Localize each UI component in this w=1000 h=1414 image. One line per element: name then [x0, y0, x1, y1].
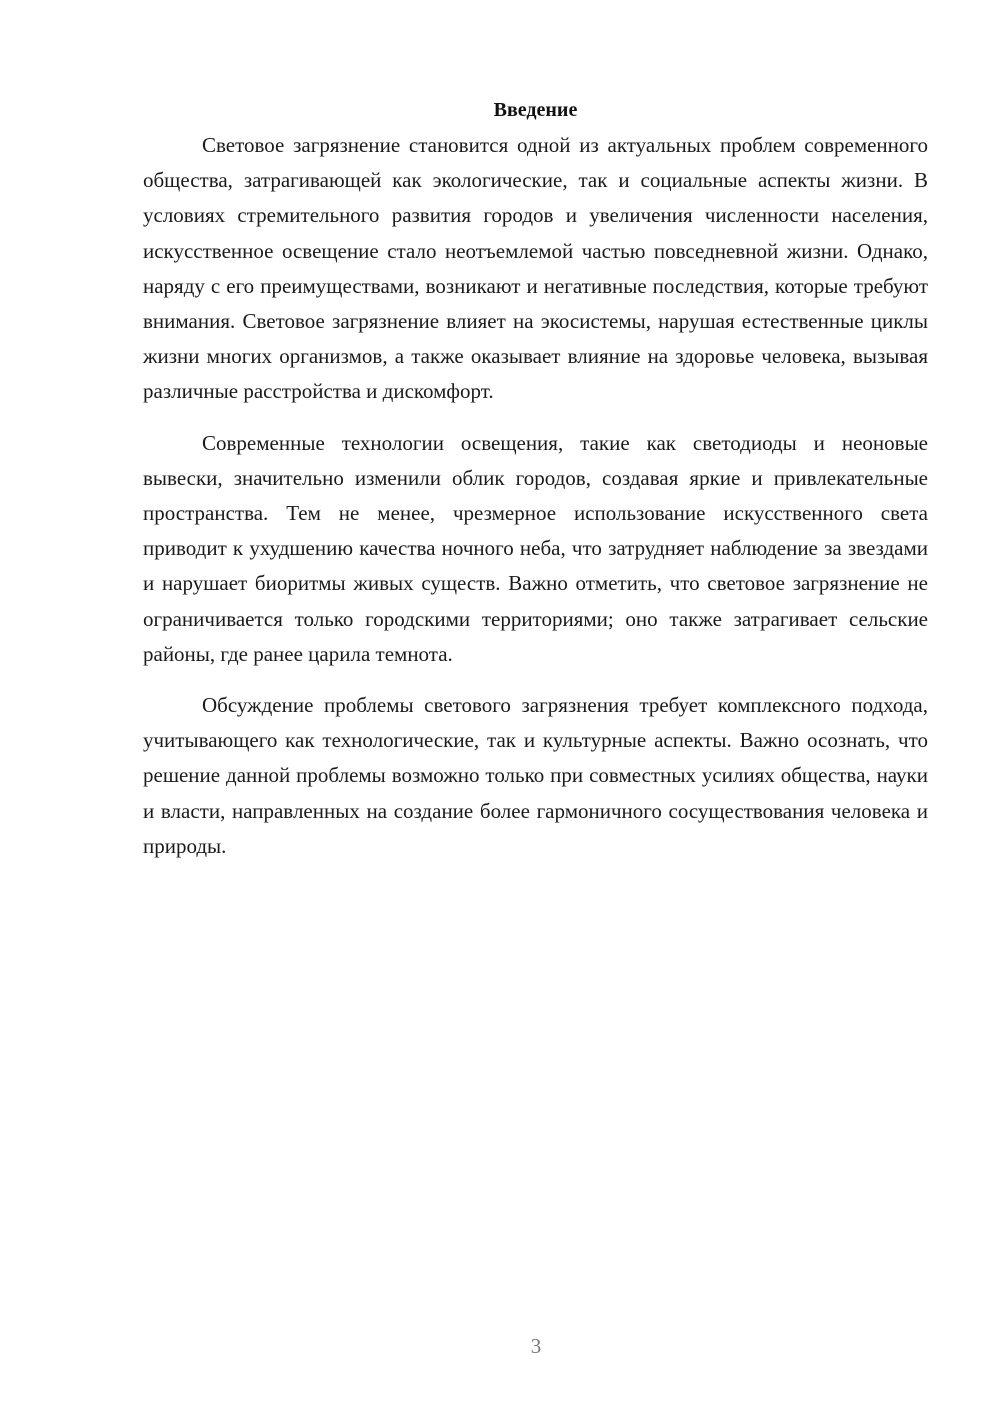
paragraph-2: Современные технологии освещения, такие как светодиоды и неоновые вывески, значительно изменили облик городов, создавая яркие и привлекательные пространства. Тем не менее, чрезмерное использование искусственного света приводит к ухудшению качества ночного неба, что затрудняет наблюдение за звездами и нарушает биоритмы живых существ. Важно отметить, что световое загрязнение не ограничивается только городскими территориями; оно также затрагивает сельские районы, где ранее царила темнота.: [143, 430, 928, 666]
page-number: 3: [530, 1334, 542, 1358]
page-content: [143, 95, 928, 864]
section-heading: Введение: [493, 99, 578, 121]
paragraph-1: Световое загрязнение становится одной из актуальных проблем современного общества, затрагивающей как экологические, так и социальные аспекты жизни. В условиях стремительного развития городов и увеличения численности населения, искусственное освещение стало неотъемлемой частью повседневной жизни. Однако, наряду с его преимуществами, возникают и негативные последствия, которые требуют внимания. Световое загрязнение влияет на экосистемы, нарушая естественные циклы жизни многих организмов, а также оказывает влияние на здоровье человека, вызывая различные расстройства и дискомфорт.: [143, 133, 928, 404]
paragraph-3: Обсуждение проблемы светового загрязнения требует комплексного подхода, учитывающего как технологические, так и культурные аспекты. Важно осознать, что решение данной проблемы возможно только при совместных усилиях общества, науки и власти, направленных на создание более гармоничного сосуществования человека и природы.: [143, 693, 928, 858]
